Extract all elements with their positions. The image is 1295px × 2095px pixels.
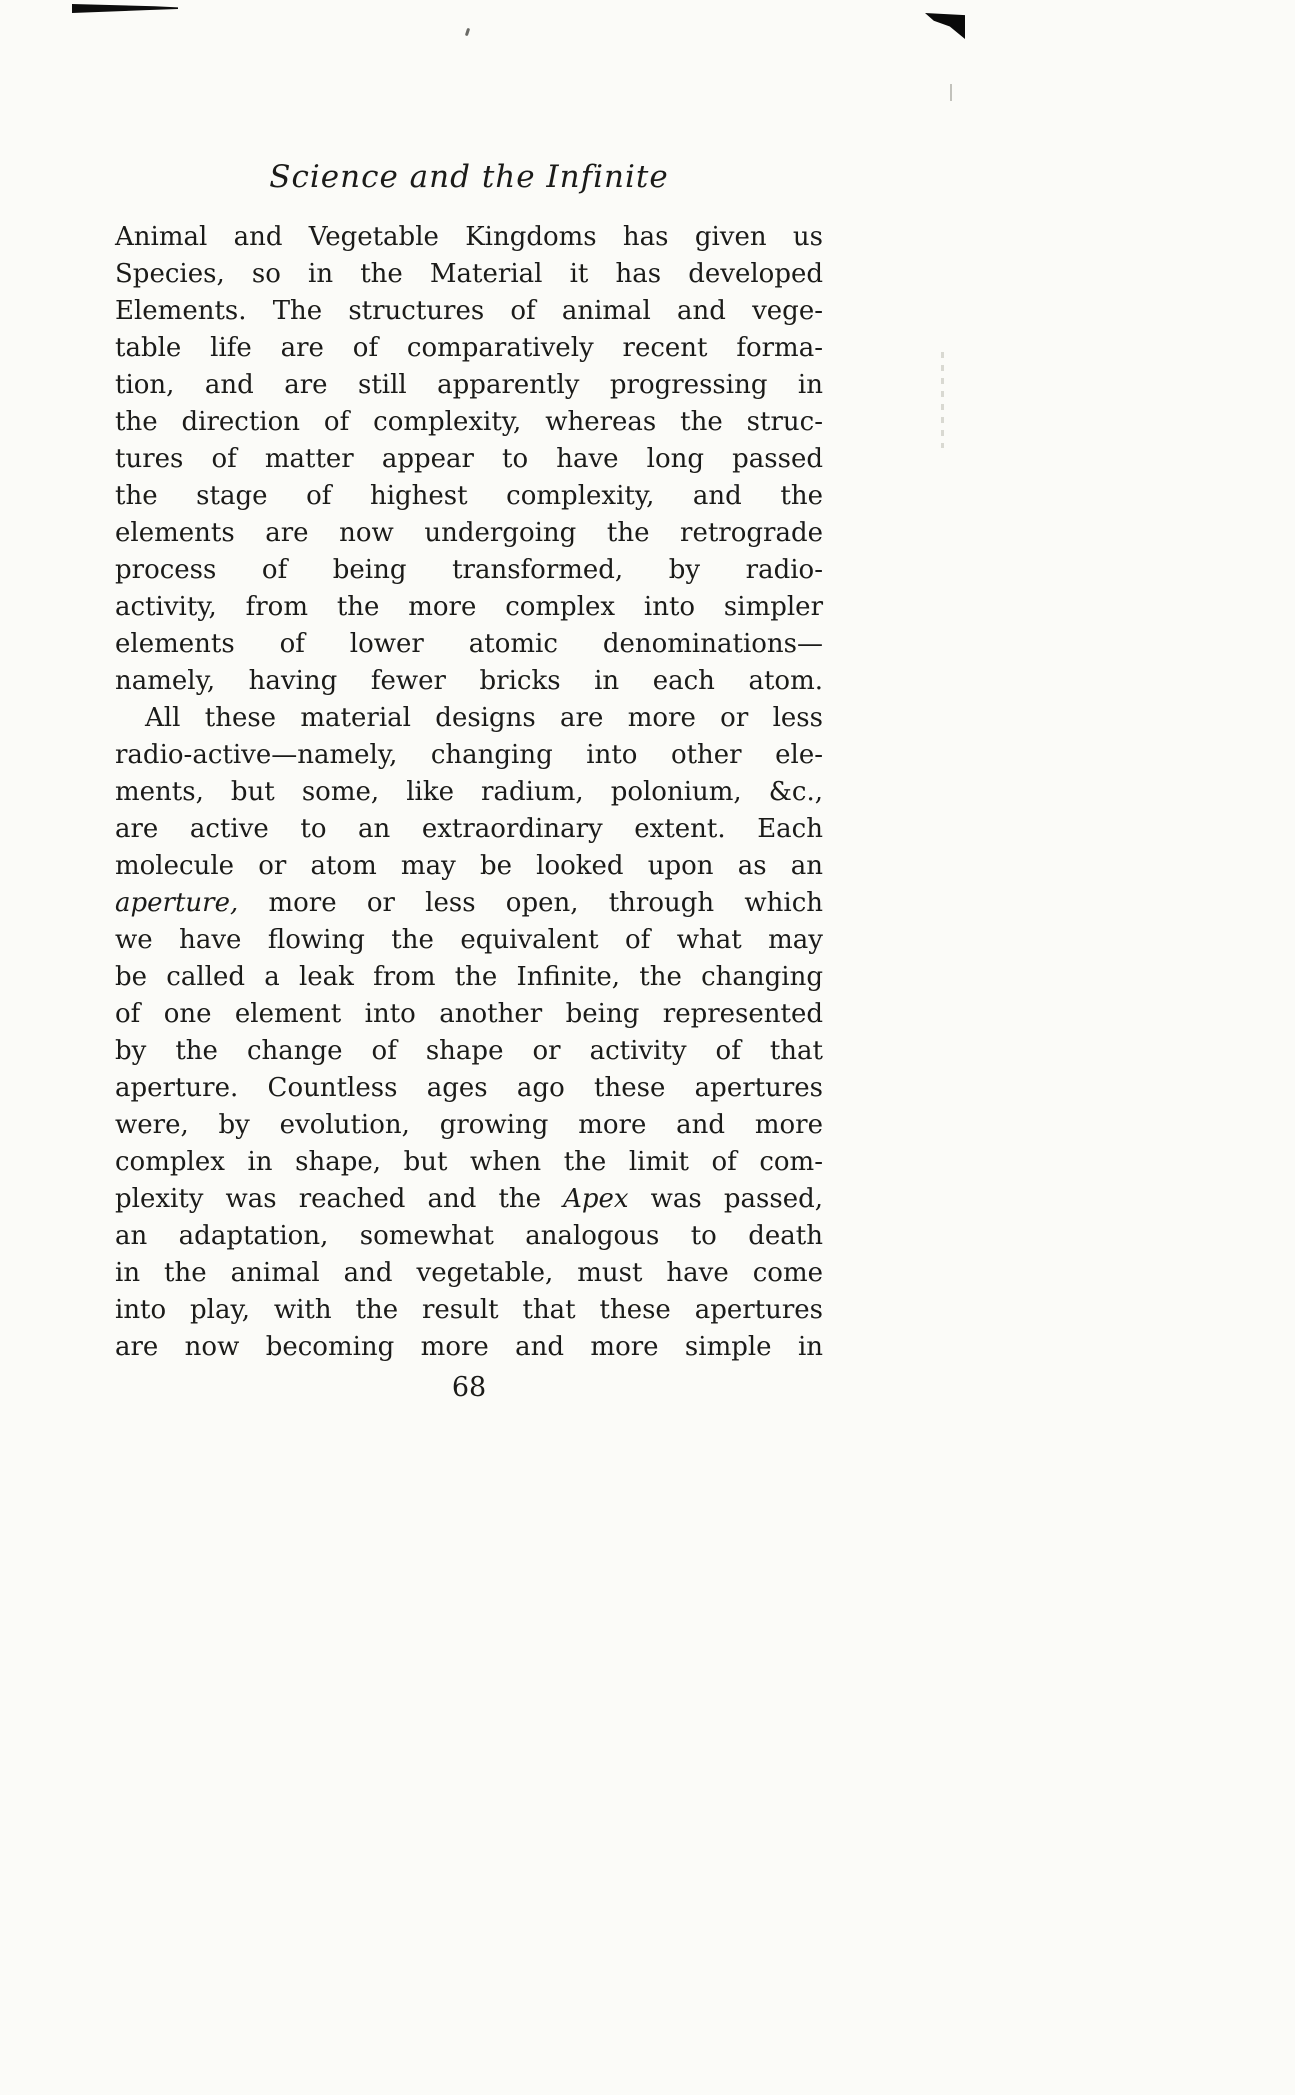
text-segment: of one element into another being represented — [115, 999, 823, 1029]
text-segment: namely, having fewer bricks in each atom. — [115, 666, 823, 696]
text-segment: the direction of complexity, whereas the struc- — [115, 407, 823, 437]
text-line — [115, 737, 823, 774]
running-head: Science and the Infinite — [269, 159, 669, 195]
text-segment: was passed, — [628, 1184, 823, 1214]
paragraph — [115, 700, 823, 1366]
text-segment: by the change of shape or activity of that — [115, 1036, 823, 1066]
text-line — [115, 1144, 823, 1181]
text-segment: an adaptation, somewhat analogous to death — [115, 1221, 823, 1251]
text-segment: Animal and Vegetable Kingdoms has given us — [115, 222, 823, 252]
text-block — [115, 156, 823, 1406]
text-segment: the stage of highest complexity, and the — [115, 481, 823, 511]
text-segment: were, by evolution, growing more and more — [115, 1110, 823, 1140]
text-segment: Species, so in the Material it has developed — [115, 259, 823, 289]
text-line — [115, 811, 823, 848]
scan-artifact-margin-marks — [941, 352, 944, 448]
text-segment: radio-active—namely, changing into other ele- — [115, 740, 823, 770]
text-segment: more or less open, through which — [238, 888, 823, 918]
text-segment: ments, but some, like radium, polonium, &c., — [115, 777, 823, 807]
text-segment: molecule or atom may be looked upon as an — [115, 851, 823, 881]
text-line — [115, 330, 823, 367]
scan-artifact-wedge — [925, 13, 965, 39]
scan-artifact-bar — [72, 4, 178, 13]
scan-artifact-edge-dash — [950, 84, 952, 101]
text-segment: tion, and are still apparently progressing in — [115, 370, 823, 400]
text-segment: are active to an extraordinary extent. Each — [115, 814, 823, 844]
text-line — [115, 441, 823, 478]
italic-text: Apex — [563, 1184, 629, 1214]
text-segment: in the animal and vegetable, must have come — [115, 1258, 823, 1288]
text-line — [115, 404, 823, 441]
text-line — [115, 256, 823, 293]
text-segment: activity, from the more complex into simpler — [115, 592, 823, 622]
text-line — [115, 700, 823, 737]
text-line — [115, 515, 823, 552]
text-line — [115, 1218, 823, 1255]
text-segment: process of being transformed, by radio- — [115, 555, 823, 585]
text-line — [115, 589, 823, 626]
text-segment: into play, with the result that these apertures — [115, 1295, 823, 1325]
text-segment: table life are of comparatively recent forma- — [115, 333, 823, 363]
text-line — [115, 1033, 823, 1070]
text-line — [115, 478, 823, 515]
text-segment: we have flowing the equivalent of what may — [115, 925, 823, 955]
text-line — [115, 1107, 823, 1144]
text-line — [115, 367, 823, 404]
text-segment: be called a leak from the Infinite, the changing — [115, 962, 823, 992]
page-number: 68 — [451, 1372, 487, 1403]
text-segment: tures of matter appear to have long passed — [115, 444, 823, 474]
text-line — [115, 959, 823, 996]
scan-artifact-speck — [465, 28, 470, 37]
text-line — [115, 1329, 823, 1366]
text-segment: are now becoming more and more simple in — [115, 1332, 823, 1362]
text-line — [115, 1181, 823, 1218]
text-line — [115, 885, 823, 922]
text-line — [115, 848, 823, 885]
text-segment: complex in shape, but when the limit of com- — [115, 1147, 823, 1177]
text-line — [115, 922, 823, 959]
text-segment: aperture. Countless ages ago these apertures — [115, 1073, 823, 1103]
text-line — [115, 1255, 823, 1292]
text-segment: elements of lower atomic denominations— — [115, 629, 823, 659]
text-line — [115, 663, 823, 700]
text-line — [115, 996, 823, 1033]
paragraph — [115, 219, 823, 700]
text-segment: elements are now undergoing the retrograde — [115, 518, 823, 548]
text-line — [115, 219, 823, 256]
text-line — [115, 1070, 823, 1107]
text-line — [115, 293, 823, 330]
text-segment: plexity was reached and the — [115, 1184, 564, 1214]
text-line — [115, 774, 823, 811]
text-line — [115, 626, 823, 663]
italic-text: aperture, — [115, 888, 239, 918]
body-text — [115, 219, 823, 1366]
text-segment: All these material designs are more or less — [145, 703, 823, 733]
text-line — [115, 1292, 823, 1329]
text-segment: Elements. The structures of animal and vege- — [115, 296, 823, 326]
text-line — [115, 552, 823, 589]
